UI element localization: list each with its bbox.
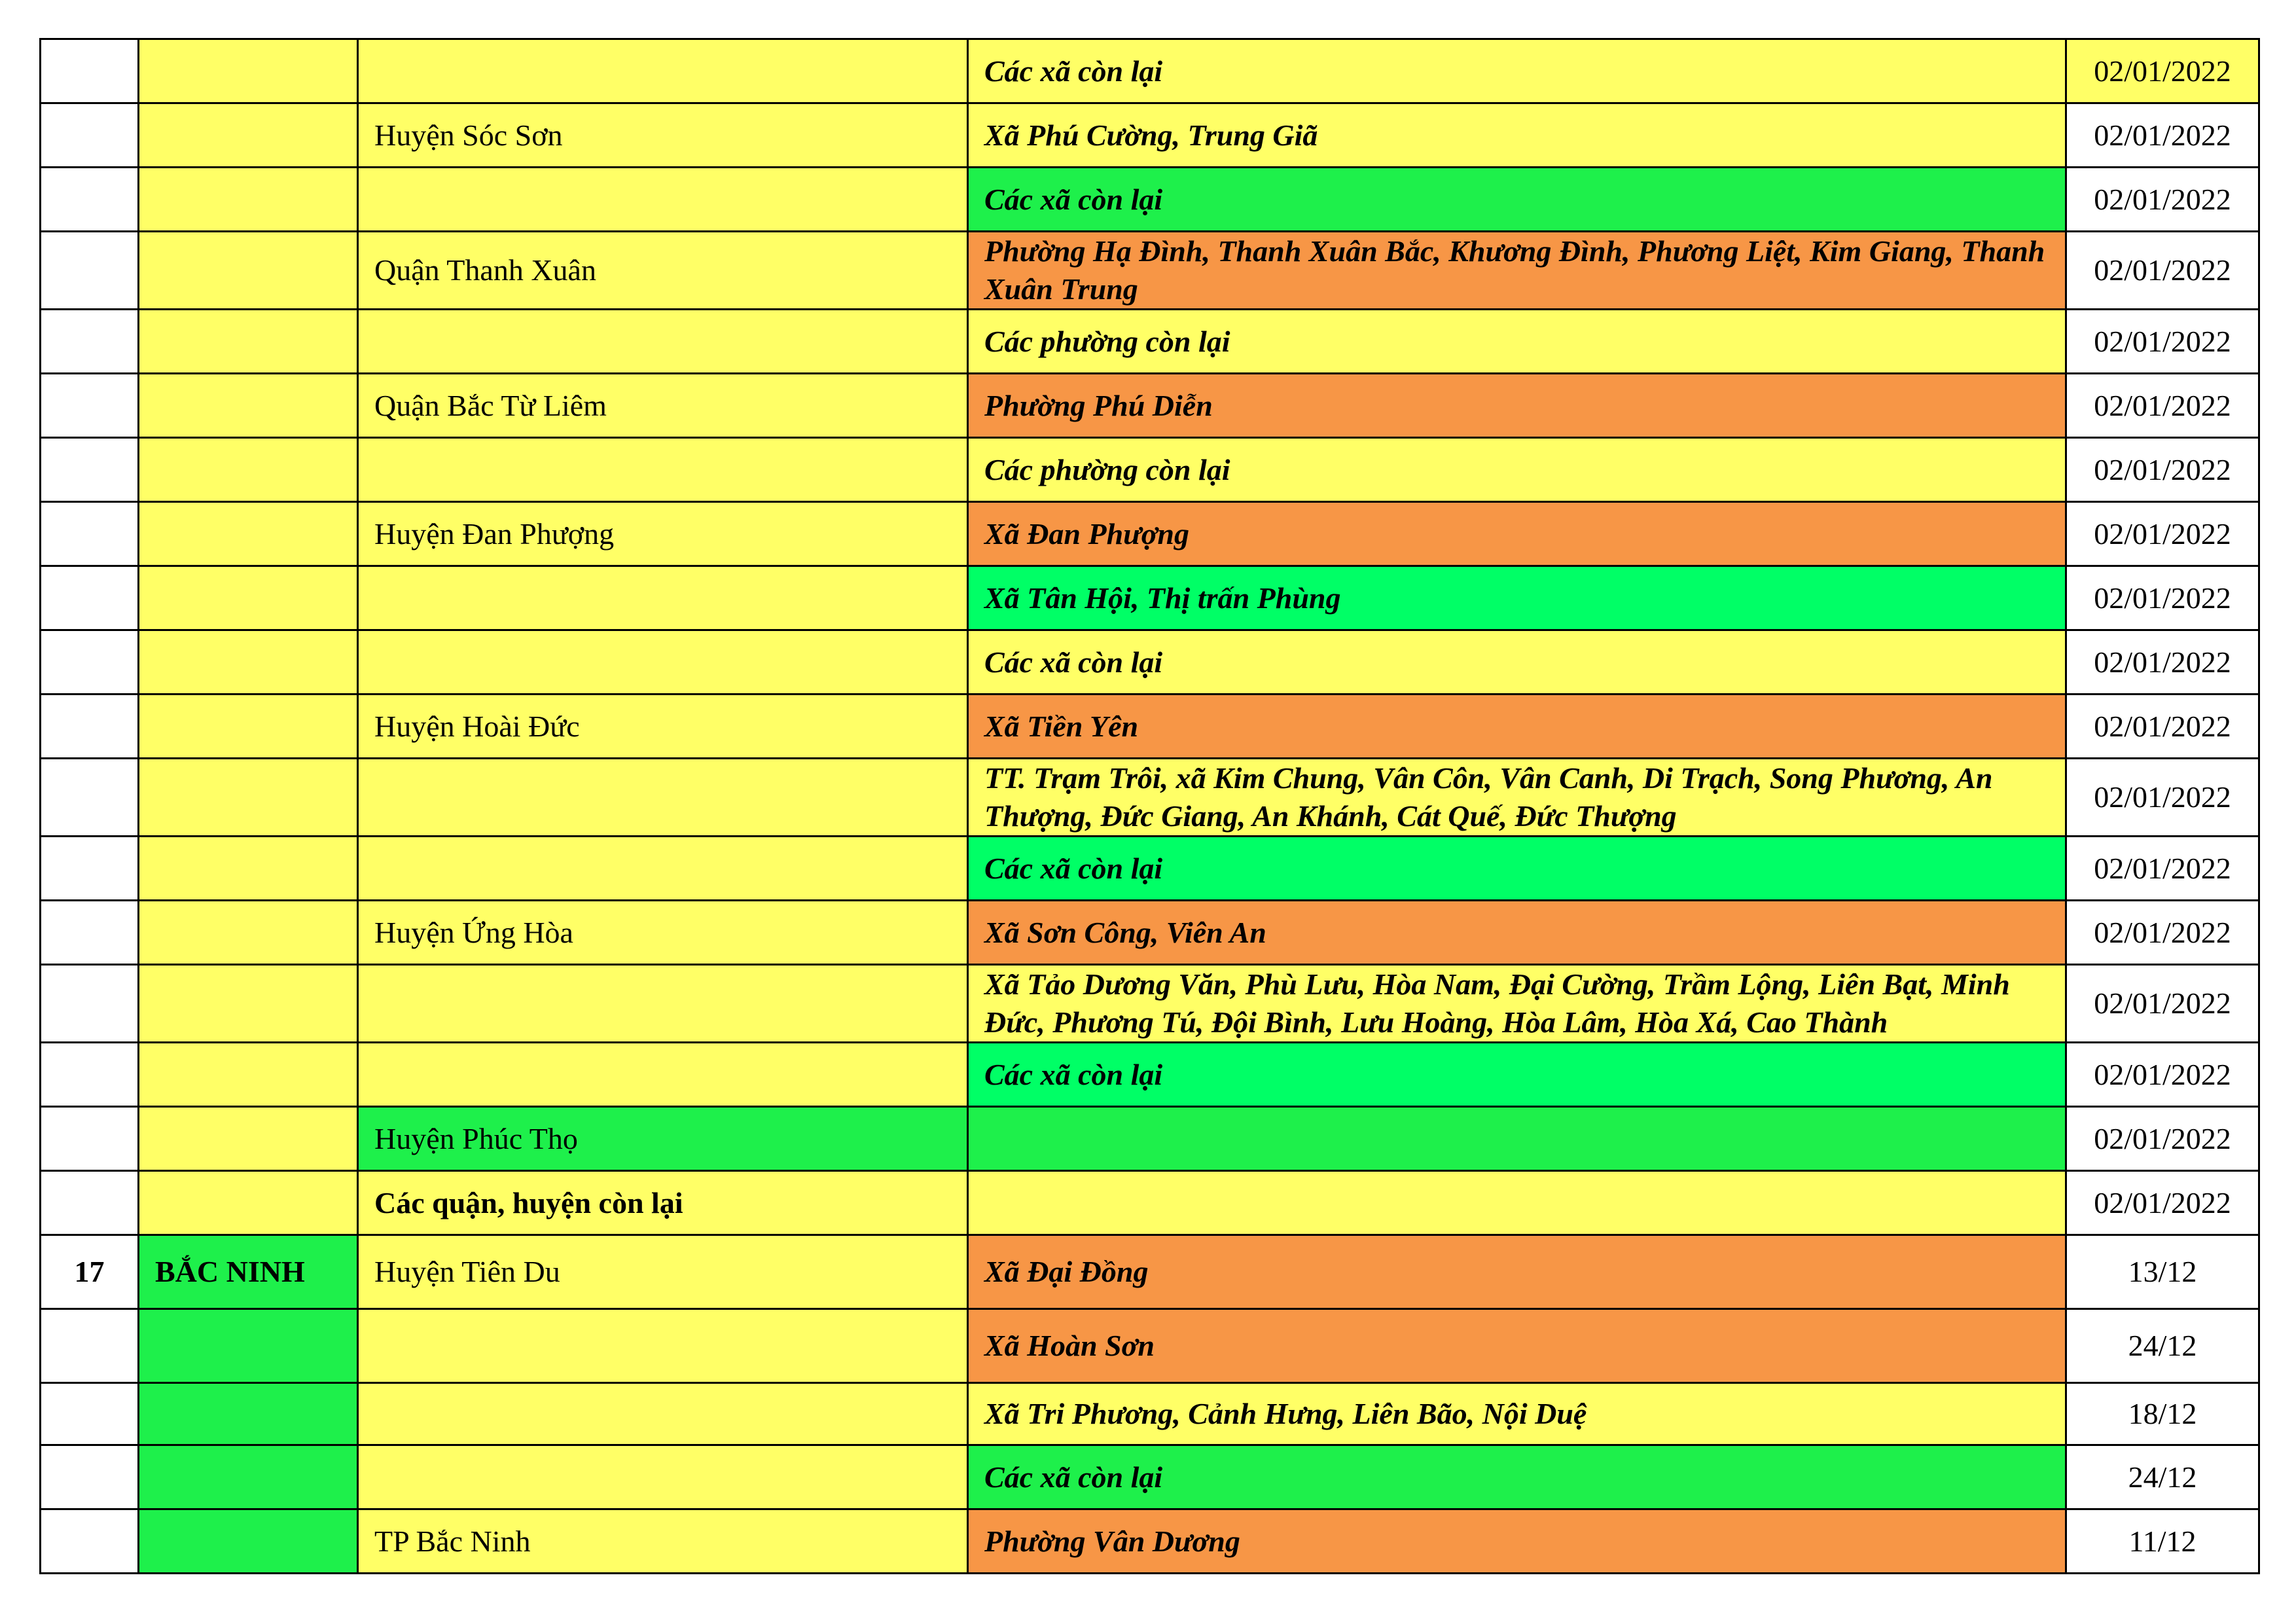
row-number-cell — [41, 1445, 139, 1509]
date-cell: 02/01/2022 — [2066, 232, 2259, 310]
row-number-cell — [41, 1171, 139, 1235]
province-cell — [139, 168, 358, 232]
commune-cell — [968, 1171, 2066, 1235]
row-number-cell — [41, 1509, 139, 1574]
date-cell: 02/01/2022 — [2066, 1043, 2259, 1107]
commune-cell — [968, 1107, 2066, 1171]
table-row — [41, 1171, 2259, 1235]
row-number-cell — [41, 695, 139, 759]
commune-cell: Xã Hoàn Sơn — [968, 1309, 2066, 1383]
row-number-cell — [41, 1309, 139, 1383]
row-number-cell — [41, 1383, 139, 1445]
province-cell — [139, 438, 358, 502]
district-cell — [358, 1383, 968, 1445]
province-cell — [139, 630, 358, 695]
table-row — [41, 1383, 2259, 1445]
table-row — [41, 837, 2259, 901]
table-row — [41, 168, 2259, 232]
row-number-cell: 17 — [41, 1235, 139, 1309]
date-cell: 02/01/2022 — [2066, 901, 2259, 965]
district-cell — [358, 837, 968, 901]
date-cell: 13/12 — [2066, 1235, 2259, 1309]
district-cell — [358, 965, 968, 1043]
commune-cell: Các xã còn lại — [968, 39, 2066, 103]
province-cell — [139, 901, 358, 965]
date-cell: 24/12 — [2066, 1309, 2259, 1383]
district-cell — [358, 759, 968, 837]
table-row — [41, 630, 2259, 695]
province-cell — [139, 1383, 358, 1445]
table-row — [41, 232, 2259, 310]
date-cell: 02/01/2022 — [2066, 438, 2259, 502]
date-cell: 24/12 — [2066, 1445, 2259, 1509]
province-cell — [139, 1309, 358, 1383]
commune-cell: Xã Phú Cường, Trung Giã — [968, 103, 2066, 168]
date-cell: 02/01/2022 — [2066, 168, 2259, 232]
district-cell — [358, 310, 968, 374]
table-row — [41, 39, 2259, 103]
province-cell: BẮC NINH — [139, 1235, 358, 1309]
table-row — [41, 695, 2259, 759]
date-cell: 02/01/2022 — [2066, 837, 2259, 901]
province-cell — [139, 1171, 358, 1235]
table-row — [41, 759, 2259, 837]
row-number-cell — [41, 837, 139, 901]
table-row — [41, 502, 2259, 566]
row-number-cell — [41, 168, 139, 232]
province-cell — [139, 374, 358, 438]
commune-cell: Xã Tảo Dương Văn, Phù Lưu, Hòa Nam, Đại Cường, Trầm Lộng, Liên Bạt, Minh Đức, Phương Tú, Đội Bình, Lưu Hoàng, Hòa Lâm, Hòa Xá, Cao Thành — [968, 965, 2066, 1043]
date-cell: 02/01/2022 — [2066, 566, 2259, 630]
row-number-cell — [41, 1107, 139, 1171]
row-number-cell — [41, 965, 139, 1043]
province-cell — [139, 566, 358, 630]
district-cell: Huyện Sóc Sơn — [358, 103, 968, 168]
table-row — [41, 374, 2259, 438]
date-cell: 02/01/2022 — [2066, 965, 2259, 1043]
commune-cell: Các xã còn lại — [968, 630, 2066, 695]
province-cell — [139, 1509, 358, 1574]
date-cell: 02/01/2022 — [2066, 759, 2259, 837]
row-number-cell — [41, 232, 139, 310]
commune-cell: Các xã còn lại — [968, 1445, 2066, 1509]
date-cell: 18/12 — [2066, 1383, 2259, 1445]
district-cell — [358, 438, 968, 502]
table-row — [41, 1107, 2259, 1171]
table-body — [41, 39, 2259, 1574]
date-cell: 02/01/2022 — [2066, 502, 2259, 566]
table-row — [41, 566, 2259, 630]
date-cell: 02/01/2022 — [2066, 374, 2259, 438]
row-number-cell — [41, 502, 139, 566]
district-cell: Huyện Hoài Đức — [358, 695, 968, 759]
date-cell: 02/01/2022 — [2066, 630, 2259, 695]
district-cell — [358, 1043, 968, 1107]
commune-cell: Các xã còn lại — [968, 837, 2066, 901]
row-number-cell — [41, 566, 139, 630]
district-cell — [358, 1309, 968, 1383]
commune-cell: Xã Sơn Công, Viên An — [968, 901, 2066, 965]
province-cell — [139, 1043, 358, 1107]
row-number-cell — [41, 374, 139, 438]
district-cell: Các quận, huyện còn lại — [358, 1171, 968, 1235]
province-cell — [139, 837, 358, 901]
district-cell: Huyện Đan Phượng — [358, 502, 968, 566]
table-row — [41, 965, 2259, 1043]
row-number-cell — [41, 39, 139, 103]
row-number-cell — [41, 310, 139, 374]
province-cell — [139, 695, 358, 759]
date-cell: 02/01/2022 — [2066, 1107, 2259, 1171]
date-cell: 02/01/2022 — [2066, 39, 2259, 103]
commune-cell: Phường Vân Dương — [968, 1509, 2066, 1574]
date-cell: 02/01/2022 — [2066, 1171, 2259, 1235]
commune-cell: Các xã còn lại — [968, 1043, 2066, 1107]
row-number-cell — [41, 1043, 139, 1107]
district-cell — [358, 566, 968, 630]
row-number-cell — [41, 103, 139, 168]
commune-cell: Xã Tiền Yên — [968, 695, 2066, 759]
commune-cell: Xã Tân Hội, Thị trấn Phùng — [968, 566, 2066, 630]
commune-cell: Các xã còn lại — [968, 168, 2066, 232]
commune-cell: Phường Hạ Đình, Thanh Xuân Bắc, Khương Đình, Phương Liệt, Kim Giang, Thanh Xuân Trung — [968, 232, 2066, 310]
province-cell — [139, 502, 358, 566]
commune-cell: Xã Đan Phượng — [968, 502, 2066, 566]
province-cell — [139, 232, 358, 310]
table-row — [41, 438, 2259, 502]
province-cell — [139, 1107, 358, 1171]
commune-cell: Phường Phú Diễn — [968, 374, 2066, 438]
commune-cell: Các phường còn lại — [968, 310, 2066, 374]
date-cell: 02/01/2022 — [2066, 103, 2259, 168]
district-cell: Huyện Tiên Du — [358, 1235, 968, 1309]
district-cell: Quận Bắc Từ Liêm — [358, 374, 968, 438]
row-number-cell — [41, 438, 139, 502]
table-row — [41, 310, 2259, 374]
date-cell: 02/01/2022 — [2066, 310, 2259, 374]
district-cell: TP Bắc Ninh — [358, 1509, 968, 1574]
table-row — [41, 1509, 2259, 1574]
district-cell — [358, 39, 968, 103]
table-row — [41, 103, 2259, 168]
province-cell — [139, 310, 358, 374]
district-cell — [358, 1445, 968, 1509]
table-row — [41, 1043, 2259, 1107]
province-cell — [139, 103, 358, 168]
table-row — [41, 1445, 2259, 1509]
row-number-cell — [41, 901, 139, 965]
province-cell — [139, 759, 358, 837]
district-cell — [358, 630, 968, 695]
province-cell — [139, 965, 358, 1043]
province-cell — [139, 39, 358, 103]
commune-cell: Các phường còn lại — [968, 438, 2066, 502]
date-cell: 11/12 — [2066, 1509, 2259, 1574]
commune-cell: TT. Trạm Trôi, xã Kim Chung, Vân Côn, Vân Canh, Di Trạch, Song Phương, An Thượng, Đức Giang, An Khánh, Cát Quế, Đức Thượng — [968, 759, 2066, 837]
district-cell: Huyện Ứng Hòa — [358, 901, 968, 965]
district-cell: Quận Thanh Xuân — [358, 232, 968, 310]
row-number-cell — [41, 630, 139, 695]
zone-status-table — [39, 38, 2260, 1574]
commune-cell: Xã Đại Đồng — [968, 1235, 2066, 1309]
table-row — [41, 1309, 2259, 1383]
district-cell: Huyện Phúc Thọ — [358, 1107, 968, 1171]
row-number-cell — [41, 759, 139, 837]
date-cell: 02/01/2022 — [2066, 695, 2259, 759]
table-row — [41, 1235, 2259, 1309]
district-cell — [358, 168, 968, 232]
commune-cell: Xã Tri Phương, Cảnh Hưng, Liên Bão, Nội Duệ — [968, 1383, 2066, 1445]
table-row — [41, 901, 2259, 965]
province-cell — [139, 1445, 358, 1509]
